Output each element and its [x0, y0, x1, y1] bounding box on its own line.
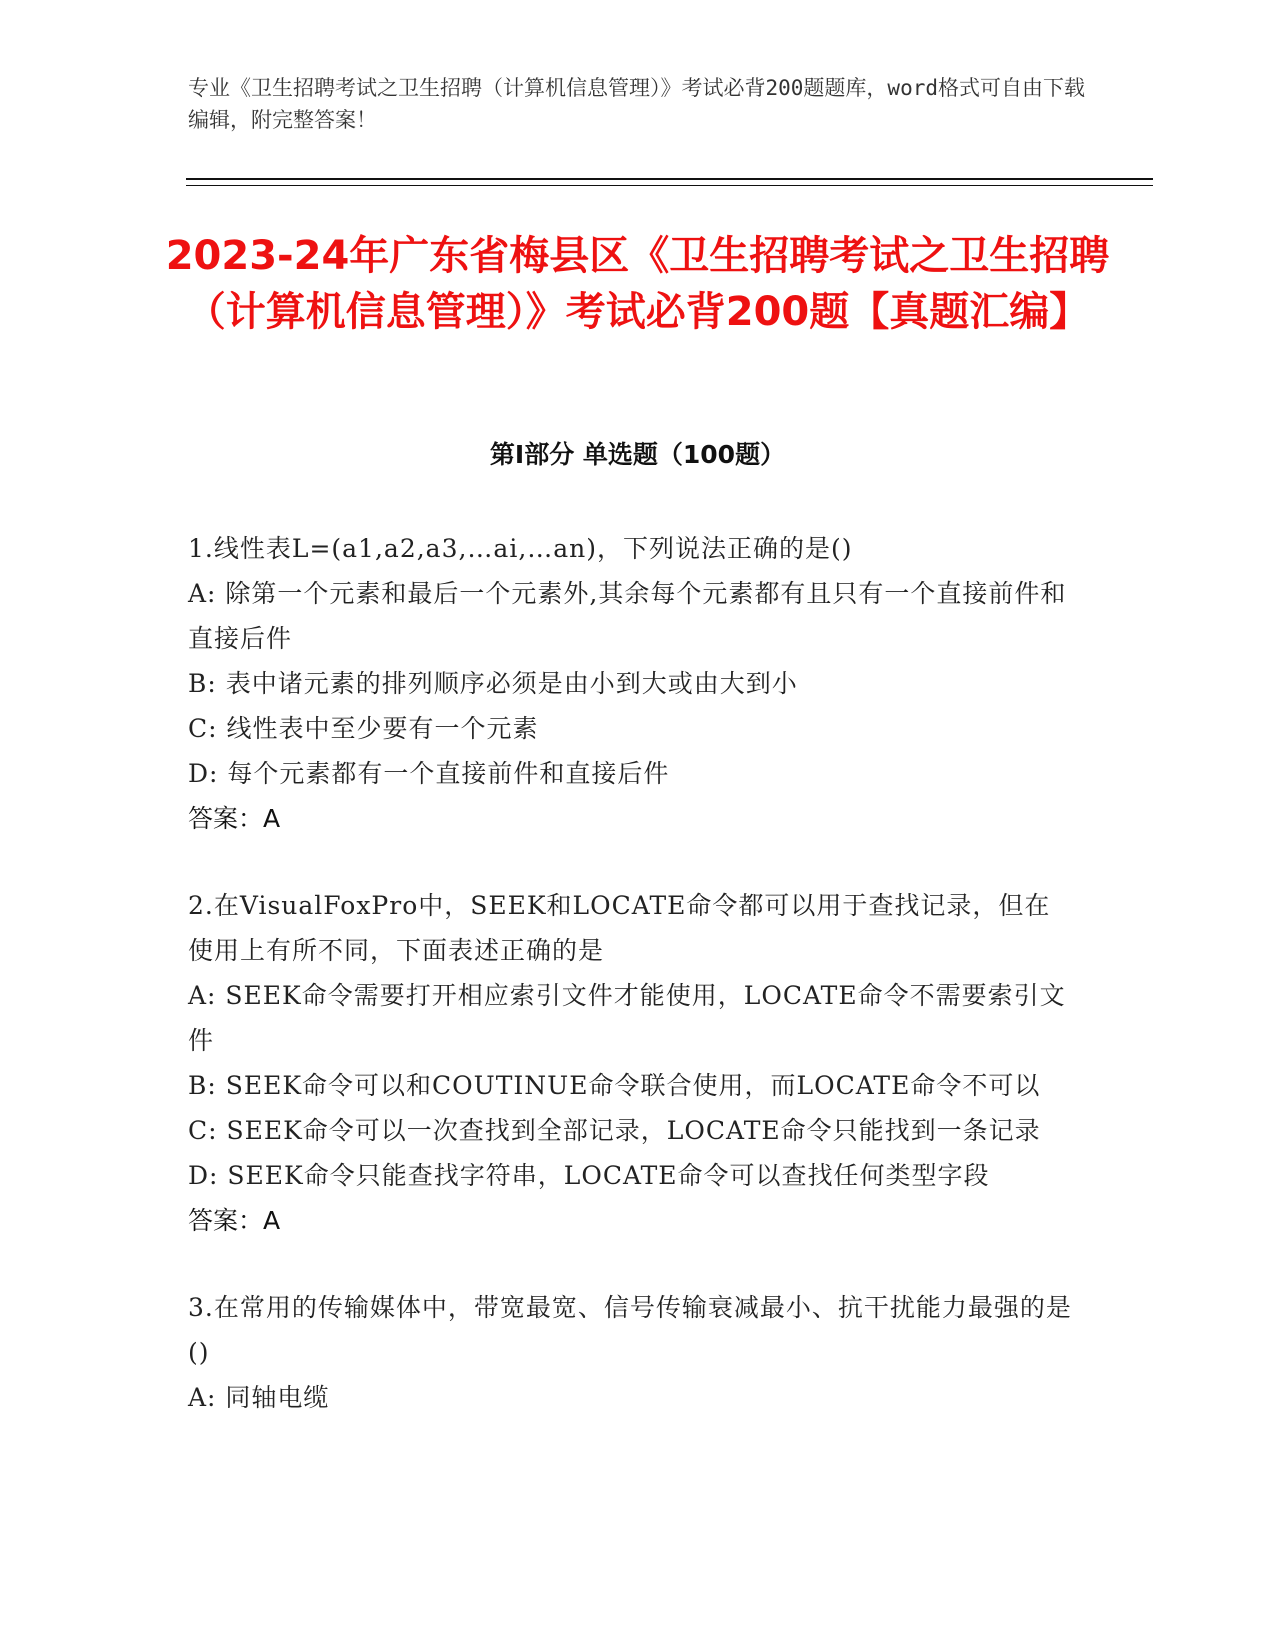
option-b: B: SEEK命令可以和COUTINUE命令联合使用，而LOCATE命令不可以	[188, 1071, 1041, 1100]
option-a: A: 同轴电缆	[188, 1383, 330, 1412]
section-heading: 第Ⅰ部分 单选题（100题）	[489, 440, 786, 469]
option-b: B: 表中诸元素的排列顺序必须是由小到大或由大到小	[188, 669, 798, 698]
option-c: C: SEEK命令可以一次查找到全部记录，LOCATE命令只能找到一条记录	[188, 1116, 1041, 1145]
question-list	[188, 526, 1073, 1462]
header-note: 专业《卫生招聘考试之卫生招聘（计算机信息管理）》考试必背200题题库，word格式可自由下载编辑，附完整答案！	[188, 76, 1085, 132]
question-stem: 1.线性表L=(a1,a2,a3,…ai,…an)，下列说法正确的是()	[188, 534, 853, 563]
option-d: D: SEEK命令只能查找字符串，LOCATE命令可以查找任何类型字段	[188, 1161, 990, 1190]
header-rule-thin	[186, 185, 1153, 186]
question-stem: 2.在VisualFoxPro中，SEEK和LOCATE命令都可以用于查找记录，但在使用上有所不同，下面表述正确的是	[188, 891, 1051, 965]
option-a: A: SEEK命令需要打开相应索引文件才能使用，LOCATE命令不需要索引文件	[188, 981, 1066, 1055]
question-stem: 3.在常用的传输媒体中，带宽最宽、信号传输衰减最小、抗干扰能力最强的是()	[188, 1293, 1072, 1367]
question-2	[188, 883, 1073, 1243]
question-3	[188, 1285, 1073, 1420]
header-rule-thick	[186, 178, 1153, 180]
option-a: A: 除第一个元素和最后一个元素外,其余每个元素都有且只有一个直接前件和直接后件	[188, 579, 1067, 653]
question-1	[188, 526, 1073, 841]
answer: 答案：A	[188, 804, 281, 833]
answer: 答案：A	[188, 1206, 281, 1235]
document-title: 2023-24年广东省梅县区《卫生招聘考试之卫生招聘（计算机信息管理）》考试必背200题【真题汇编】	[165, 233, 1110, 335]
option-c: C: 线性表中至少要有一个元素	[188, 714, 539, 743]
option-d: D: 每个元素都有一个直接前件和直接后件	[188, 759, 670, 788]
